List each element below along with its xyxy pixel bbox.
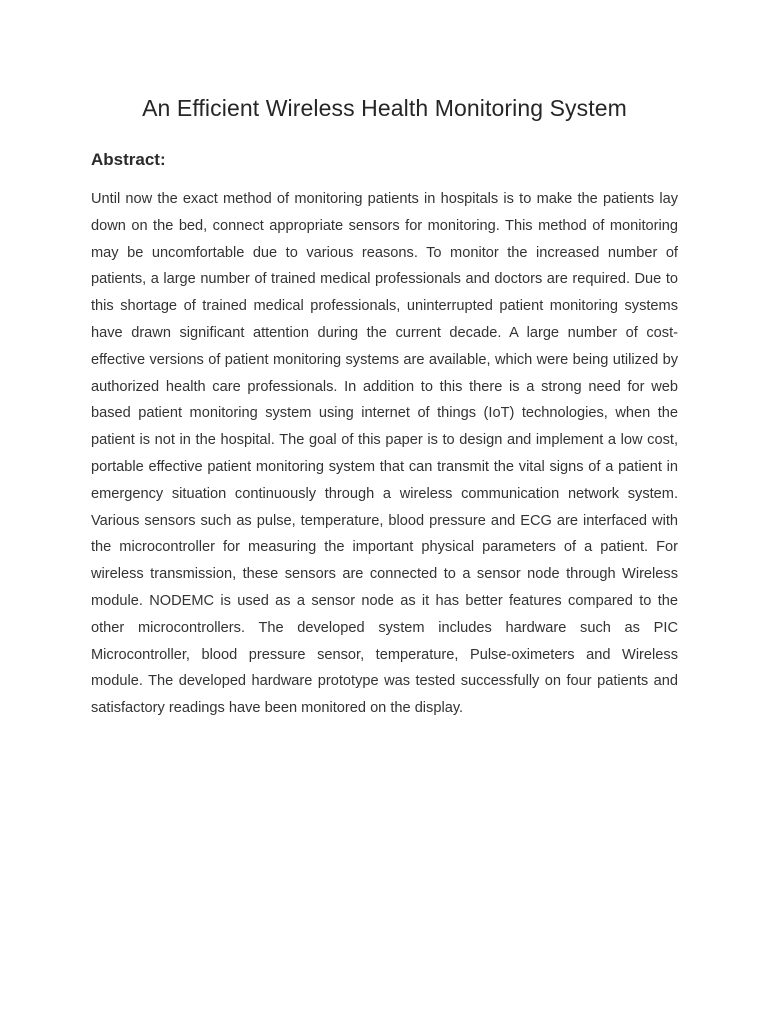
- abstract-paragraph: Until now the exact method of monitoring patients in hospitals is to make the patients lay down on the bed, connect appropriate sensors for monitoring. This method of monitoring may be uncomfortable due to various reasons. To monitor the increased number of patients, a large number of trained medical professionals and doctors are required. Due to this shortage of trained medical professionals, uninterrupted patient monitoring systems have drawn significant attention during the current decade. A large number of cost-effective versions of patient monitoring systems are available, which were being utilized by authorized health care professionals. In addition to this there is a strong need for web based patient monitoring system using internet of things (IoT) technologies, when the patient is not in the hospital. The goal of this paper is to design and implement a low cost, portable effective patient monitoring system that can transmit the vital signs of a patient in emergency situation continuously through a wireless communication network system. Various sensors such as pulse, temperature, blood pressure and ECG are interfaced with the microcontroller for measuring the important physical parameters of a patient. For wireless transmission, these sensors are connected to a sensor node through Wireless module. NODEMC is used as a sensor node as it has better features compared to the other microcontrollers. The developed system includes hardware such as PIC Microcontroller, blood pressure sensor, temperature, Pulse-oximeters and Wireless module. The developed hardware prototype was tested successfully on four patients and satisfactory readings have been monitored on the display.: [91, 191, 678, 717]
- document-title: An Efficient Wireless Health Monitoring System: [142, 95, 627, 121]
- abstract-heading: Abstract:: [91, 150, 166, 169]
